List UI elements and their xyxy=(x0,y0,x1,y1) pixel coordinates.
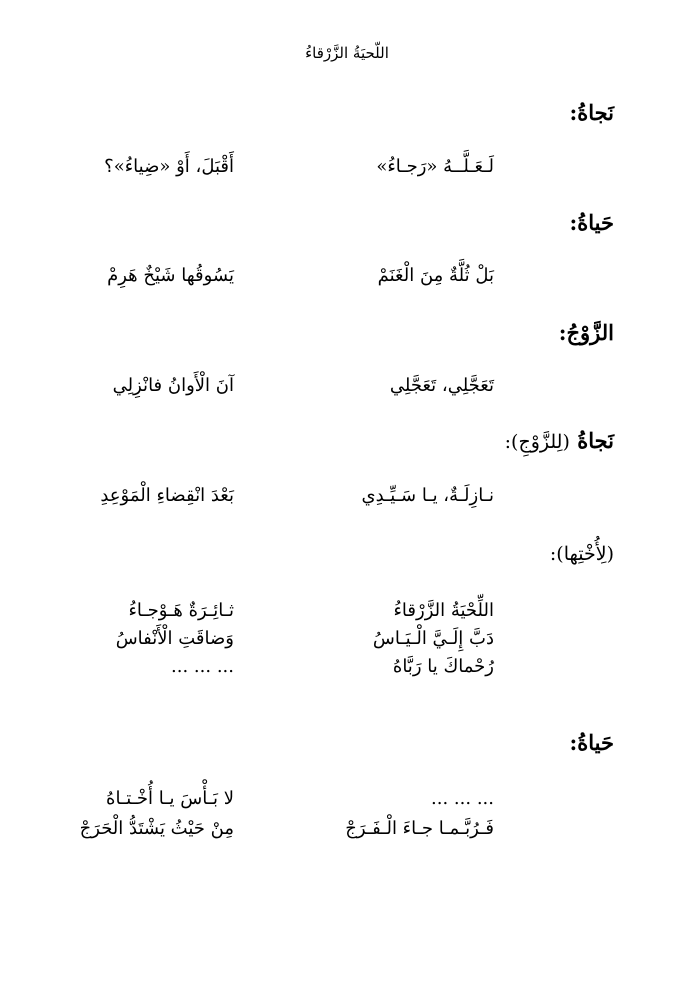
verse-first-hemistich: لَـعَـلَّــهُ «رَجـاءُ» xyxy=(376,156,494,177)
verse-second-hemistich: لا بَـأْسَ يـا أُخْـتـاهُ xyxy=(106,788,234,809)
speaker-label xyxy=(559,320,614,345)
speaker-label xyxy=(570,210,614,235)
speaker-name: الزَّوْجُ: xyxy=(558,320,614,345)
stage-direction: (لِلزَّوْجِ): xyxy=(504,431,570,453)
verse-first-hemistich: رُحْماكَ يا رَبَّاهُ xyxy=(392,656,494,677)
verse-second-hemistich: ثـائِـرَةٌ هَـوْجـاءُ xyxy=(128,600,234,621)
verse-line xyxy=(0,600,694,626)
verse-second-hemistich: ... ... ... xyxy=(171,656,234,677)
speaker-name: نَجاةُ xyxy=(577,428,614,453)
speaker-name: حَياةُ: xyxy=(569,210,614,235)
verse-second-hemistich: بَعْدَ انْقِضاءِ الْمَوْعِدِ xyxy=(100,485,234,506)
verse-second-hemistich: يَسُوقُها شَيْخٌ هَرِمْ xyxy=(107,265,234,286)
verse-first-hemistich: ... ... ... xyxy=(431,788,494,809)
speaker-label xyxy=(505,428,614,453)
verse-second-hemistich: وَضاقَتِ الْأَنْفاسُ xyxy=(115,628,234,649)
speaker-name: حَياةُ: xyxy=(569,730,614,755)
verse-line xyxy=(0,265,694,291)
verse-first-hemistich: تَعَجَّلِي، تَعَجَّلِي xyxy=(389,375,494,396)
verse-second-hemistich: أَقْبَلَ، أَوْ «ضِياءُ»؟ xyxy=(104,156,234,177)
verse-first-hemistich: فَـرُبَّـمـا جـاءَ الْـفَـرَجْ xyxy=(345,818,494,839)
verse-line xyxy=(0,628,694,654)
verse-line xyxy=(0,156,694,182)
verse-line xyxy=(0,818,694,844)
speaker-label xyxy=(570,730,614,755)
verse-first-hemistich: نـازِلَـةٌ، يـا سَـيِّـدِي xyxy=(361,485,494,506)
verse-second-hemistich: آنَ الْأَوانُ فانْزِلِي xyxy=(112,375,234,396)
verse-second-hemistich: مِنْ حَيْثُ يَشْتَدُّ الْحَرَجْ xyxy=(79,818,234,839)
verse-line xyxy=(0,788,694,814)
verse-first-hemistich: دَبَّ إِلَـيَّ الْـيَـاسُ xyxy=(372,628,494,649)
verse-line xyxy=(0,656,694,682)
verse-line xyxy=(0,375,694,401)
verse-line xyxy=(0,485,694,511)
verse-first-hemistich: اللِّحْيَةُ الزَّرْقاءُ xyxy=(393,600,494,621)
poem-title: اللّحيَةُ الزَّرْقاءُ xyxy=(305,44,389,62)
verse-first-hemistich: بَلْ ثُلَّةٌ مِنَ الْغَنَمْ xyxy=(377,265,494,286)
speaker-label xyxy=(550,540,614,565)
stage-direction: (لِأُخْتِها): xyxy=(549,543,614,565)
speaker-name: نَجاةُ: xyxy=(569,100,614,125)
speaker-label xyxy=(569,100,614,125)
